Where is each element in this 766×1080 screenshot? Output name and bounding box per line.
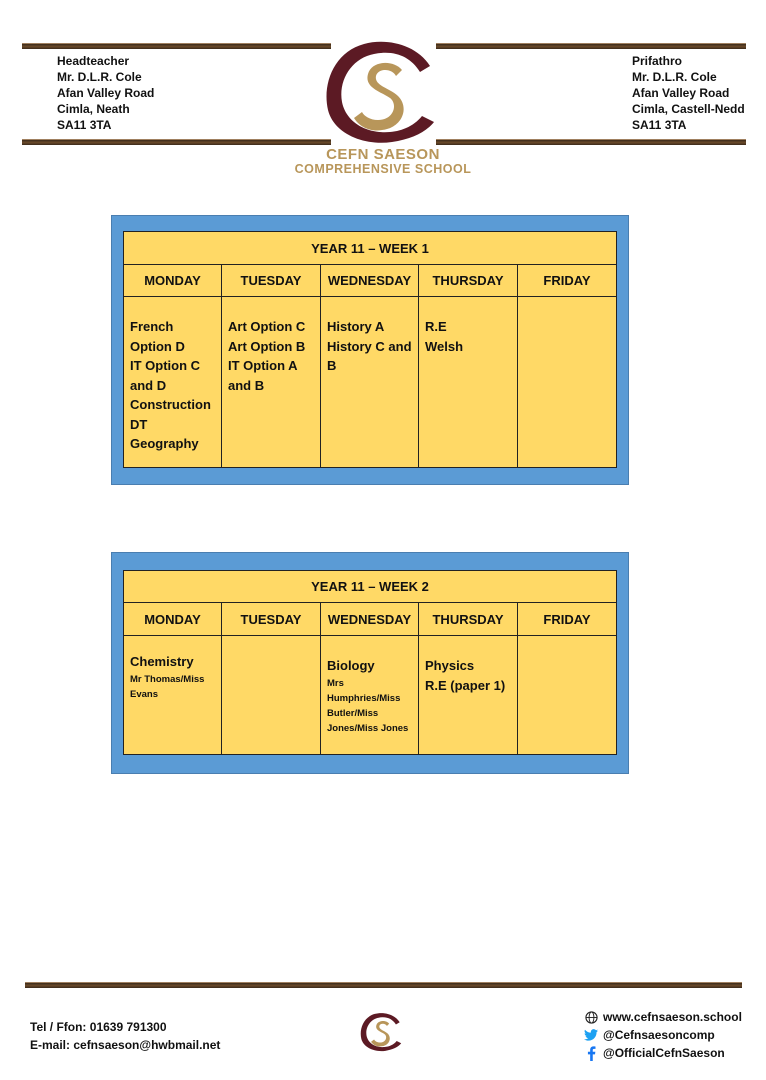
header-rule-left-top	[22, 43, 331, 49]
cell-wednesday	[321, 636, 419, 755]
telephone: Tel / Ffon: 01639 791300	[30, 1020, 167, 1034]
website-link[interactable]	[584, 1008, 742, 1026]
cell-monday	[124, 297, 222, 468]
twitter-text: @Cefnsaesoncomp	[603, 1028, 715, 1042]
cell-friday	[518, 636, 617, 755]
subject-line: Welsh	[425, 338, 464, 354]
facebook-text: @OfficialCefnSaeson	[603, 1046, 725, 1060]
staff-line: Evans	[130, 688, 158, 700]
prifathro-address	[632, 53, 745, 133]
day-header-monday: MONDAY	[124, 603, 222, 636]
cell-wednesday	[321, 297, 419, 468]
facebook-icon	[584, 1046, 598, 1060]
timetable-week-2-table	[123, 570, 617, 755]
timetable-week-2	[111, 552, 629, 774]
day-header-tuesday: TUESDAY	[222, 603, 321, 636]
cell-tuesday	[222, 636, 321, 755]
website-text: www.cefnsaeson.school	[603, 1010, 742, 1024]
twitter-icon	[584, 1028, 598, 1042]
subject-line: and D	[130, 377, 167, 393]
staff-line: Butler/Miss	[327, 707, 379, 719]
subject-line: Physics	[425, 658, 475, 673]
subject-line: DT	[130, 416, 148, 432]
day-header-friday: FRIDAY	[518, 603, 617, 636]
subject-line: French	[130, 319, 174, 334]
email[interactable]: E-mail: cefnsaeson@hwbmail.net	[30, 1038, 221, 1052]
subject-line: Art Option B	[228, 338, 306, 354]
day-header-monday: MONDAY	[124, 265, 222, 297]
subject-line: IT Option A	[228, 358, 298, 373]
timetable-title: YEAR 11 – WEEK 1	[124, 232, 617, 265]
day-header-tuesday: TUESDAY	[222, 265, 321, 297]
address-line: Headteacher	[57, 54, 130, 68]
subject-line: Chemistry	[130, 654, 194, 669]
header-rule-right-top	[436, 43, 746, 49]
subject-line: History C and	[327, 338, 412, 354]
day-header-wednesday: WEDNESDAY	[321, 265, 419, 297]
timetable-week-1-table	[123, 231, 617, 468]
day-header-thursday: THURSDAY	[419, 603, 518, 636]
school-name-line2: COMPREHENSIVE SCHOOL	[294, 162, 472, 176]
school-logo	[298, 36, 468, 153]
address-line: Afan Valley Road	[632, 86, 730, 100]
address-line: Afan Valley Road	[57, 86, 155, 100]
staff-line: Mrs	[327, 677, 344, 689]
subject-line: Construction	[130, 397, 211, 412]
address-line: SA11 3TA	[632, 118, 687, 132]
subject-line: Option D	[130, 338, 185, 354]
cell-thursday	[419, 636, 518, 755]
globe-icon	[584, 1010, 598, 1024]
subject-line: R.E (paper 1)	[425, 677, 506, 693]
cell-thursday	[419, 297, 518, 468]
subject-line: Biology	[327, 658, 375, 673]
header-rule-right-bottom	[436, 139, 746, 145]
subject-line: and B	[228, 377, 265, 393]
subject-line: Geography	[130, 436, 199, 451]
address-line: Prifathro	[632, 54, 683, 68]
staff-line: Mr Thomas/Miss	[130, 673, 205, 685]
subject-line: B	[327, 358, 337, 373]
cell-friday	[518, 297, 617, 468]
contact-info	[30, 1018, 220, 1054]
address-line: Mr. D.L.R. Cole	[57, 70, 142, 84]
cell-monday	[124, 636, 222, 755]
address-line: SA11 3TA	[57, 118, 112, 132]
day-header-friday: FRIDAY	[518, 265, 617, 297]
address-line: Mr. D.L.R. Cole	[632, 70, 717, 84]
footer-rule	[25, 982, 742, 988]
staff-line: Jones/Miss Jones	[327, 722, 409, 734]
address-line: Cimla, Neath	[57, 102, 130, 116]
timetable-title: YEAR 11 – WEEK 2	[124, 571, 617, 603]
address-line: Cimla, Castell-Nedd	[632, 102, 745, 116]
cell-tuesday	[222, 297, 321, 468]
subject-line: History A	[327, 319, 385, 334]
timetable-week-1	[111, 215, 629, 485]
headteacher-address	[57, 53, 154, 133]
subject-line: R.E	[425, 319, 447, 334]
subject-line: IT Option C	[130, 358, 201, 373]
facebook-link[interactable]	[584, 1044, 742, 1062]
staff-line: Humphries/Miss	[327, 692, 401, 704]
header-rule-left-bottom	[22, 139, 331, 145]
day-header-wednesday: WEDNESDAY	[321, 603, 419, 636]
school-name-line1: CEFN SAESON	[326, 146, 440, 163]
twitter-link[interactable]	[584, 1026, 742, 1044]
social-links	[584, 1008, 742, 1062]
footer-logo	[350, 998, 414, 1066]
subject-line: Art Option C	[228, 319, 306, 334]
day-header-thursday: THURSDAY	[419, 265, 518, 297]
